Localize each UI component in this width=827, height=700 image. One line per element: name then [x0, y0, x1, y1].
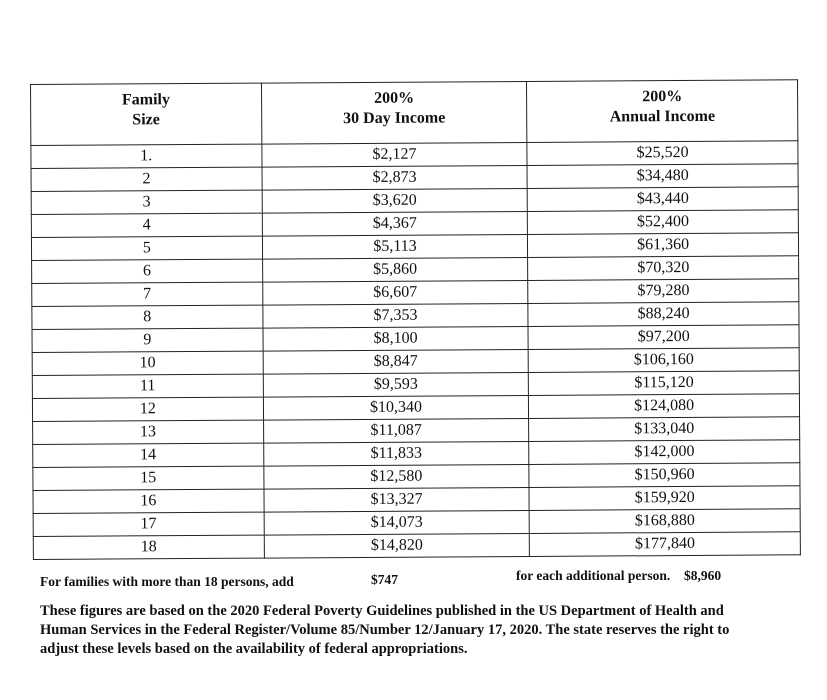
thirty-day-income-cell: $8,100: [263, 326, 529, 351]
annual-income-cell: $142,000: [529, 440, 800, 465]
family-size-cell: 18: [33, 535, 264, 559]
family-size-cell: 1.: [31, 144, 262, 168]
thirty-day-income-cell: $5,113: [262, 234, 528, 259]
thirty-day-income-cell: $7,353: [263, 303, 529, 328]
thirty-day-income-cell: $12,580: [264, 464, 530, 489]
thirty-day-income-cell: $2,127: [262, 142, 528, 167]
additional-person-label: For families with more than 18 persons, add: [40, 574, 294, 589]
annual-income-cell: $115,120: [529, 371, 800, 396]
family-size-cell: 15: [33, 466, 264, 490]
annual-income-cell: $70,320: [528, 256, 799, 281]
thirty-day-income-cell: $4,367: [262, 211, 528, 236]
header-annual-income: [527, 80, 798, 143]
family-size-cell: 16: [33, 489, 264, 513]
thirty-day-income-cell: $9,593: [263, 372, 529, 397]
annual-income-cell: $168,880: [529, 509, 800, 534]
thirty-day-income-cell: $13,327: [264, 487, 530, 512]
family-size-cell: 4: [31, 213, 262, 237]
family-size-cell: 13: [33, 420, 264, 444]
annual-income-cell: $61,360: [528, 233, 799, 258]
annual-income-cell: $159,920: [529, 486, 800, 511]
family-size-cell: 12: [32, 397, 263, 421]
header-line: Annual Income: [609, 107, 716, 126]
family-size-cell: 8: [32, 305, 263, 329]
income-guidelines-table: [30, 79, 801, 560]
annual-income-cell: $124,080: [529, 394, 800, 419]
annual-income-cell: $34,480: [527, 164, 798, 189]
thirty-day-income-cell: $6,607: [262, 280, 528, 305]
annual-income-cell: $88,240: [528, 302, 799, 327]
annual-income-cell: $52,400: [528, 210, 799, 235]
header-line: 30 Day Income: [343, 109, 446, 128]
table-row: [33, 532, 800, 560]
header-line: 200%: [642, 88, 683, 106]
thirty-day-income-cell: $11,833: [263, 441, 529, 466]
header-line: Size: [132, 111, 160, 129]
annual-income-cell: $150,960: [529, 463, 800, 488]
annual-income-cell: $43,440: [527, 187, 798, 212]
family-size-cell: 6: [32, 259, 263, 283]
additional-annual-amount: $8,960: [684, 568, 722, 583]
thirty-day-income-cell: $10,340: [263, 395, 529, 420]
header-line: Family: [121, 91, 170, 109]
annual-income-cell: $133,040: [529, 417, 800, 442]
family-size-cell: 17: [33, 512, 264, 536]
annual-income-cell: $25,520: [527, 141, 798, 166]
family-size-cell: 14: [33, 443, 264, 467]
thirty-day-income-cell: $3,620: [262, 188, 528, 213]
family-size-cell: 2: [31, 167, 262, 191]
annual-income-cell: $106,160: [528, 348, 799, 373]
family-size-cell: 5: [31, 236, 262, 260]
family-size-cell: 11: [32, 374, 263, 398]
annual-income-cell: $97,200: [528, 325, 799, 350]
thirty-day-income-cell: $8,847: [263, 349, 529, 374]
family-size-cell: 3: [31, 190, 262, 214]
family-size-cell: 9: [32, 328, 263, 352]
additional-30-day-amount: $747: [371, 572, 398, 587]
thirty-day-income-cell: $2,873: [262, 165, 528, 190]
header-line: 200%: [374, 89, 415, 107]
thirty-day-income-cell: $14,073: [264, 510, 530, 535]
thirty-day-income-cell: $5,860: [262, 257, 528, 282]
annual-income-cell: $79,280: [528, 279, 799, 304]
family-size-cell: 10: [32, 351, 263, 375]
additional-person-suffix: for each additional person.: [516, 568, 671, 583]
family-size-cell: 7: [32, 282, 263, 306]
annual-income-cell: $177,840: [530, 532, 801, 557]
header-family-size: [31, 83, 262, 145]
footnote-paragraph: These figures are based on the 2020 Federal Poverty Guidelines published in the US Department of Health and Human Services in the Federal Register/Volume 85/Number 12/January 17, 2020. The state reserves the right to adjust these levels based on the availability of federal appropriations.: [40, 603, 730, 657]
thirty-day-income-cell: $11,087: [263, 418, 529, 443]
header-30-day-income: [261, 81, 527, 144]
table-header-row: [31, 80, 798, 146]
thirty-day-income-cell: $14,820: [264, 533, 530, 558]
